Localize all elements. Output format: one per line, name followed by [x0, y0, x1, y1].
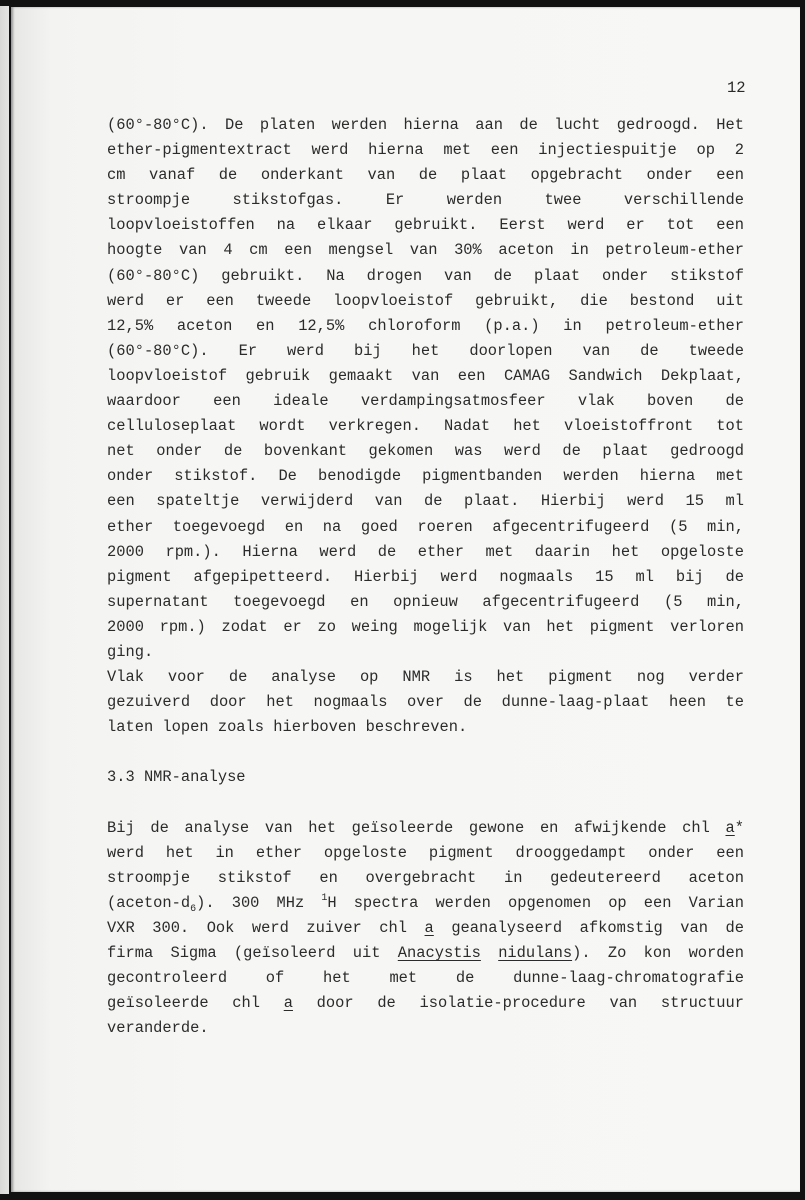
text-line: werd er een tweede loopvloeistof gebruikt, die bestond uit [107, 291, 744, 310]
text-line: waardoor een ideale verdampingsatmosfeer vlak boven de [107, 392, 744, 411]
species-epithet: nidulans [498, 944, 573, 963]
text-line: pigment afgepipetteerd. Hierbij werd nogmaals 15 ml bij de [107, 567, 744, 586]
text-line: (60°-80°C). De platen werden hierna aan de lucht gedroogd. Het [107, 116, 744, 134]
text-line: gezuiverd door het nogmaals over de dunne-laag-plaat heen te [107, 693, 744, 712]
paragraph-purification [107, 665, 744, 740]
blank-line [107, 791, 744, 816]
text-line: hoogte van 4 cm een mengsel van 30% aceton in petroleum-ether [107, 241, 744, 260]
text-line: Vlak voor de analyse op NMR is het pigment nog verder [107, 668, 744, 687]
text-line: loopvloeistoffen na elkaar gebruikt. Eerst werd er tot een [107, 216, 744, 235]
text-fragment: (aceton-d [107, 893, 191, 912]
chl-a-underlined: a [283, 994, 293, 1013]
chl-a-underlined: a [725, 818, 735, 837]
paragraph-nmr [107, 816, 744, 1042]
text-line: ging. [107, 642, 154, 661]
text-line: (60°-80°C). Er werd bij het doorlopen van de tweede [107, 341, 744, 360]
text-line [107, 916, 744, 941]
text-line: ether-pigmentextract werd hierna met een injectiespuitje op 2 [107, 141, 744, 160]
text-fragment: geïsoleerde chl [107, 994, 284, 1013]
text-line: gecontroleerd of het met de dunne-laag-chromatografie [107, 969, 744, 988]
species-genus: Anacystis [397, 944, 481, 963]
blank-line [107, 740, 744, 765]
text-line: cm vanaf de onderkant van de plaat opgebracht onder een [107, 166, 744, 185]
text-fragment: Bij de analyse van het geïsoleerde gewone en afwijkende chl [107, 818, 726, 837]
text-line: werd het in ether opgeloste pigment drooggedampt onder een [107, 843, 744, 862]
text-line: stroompje stikstof en overgebracht in gedeutereerd aceton [107, 868, 744, 887]
text-line [107, 891, 744, 916]
text-fragment: H spectra werden opgenomen op een Varian [327, 893, 744, 912]
text-line: 2000 rpm.) zodat er zo weing mogelijk van het pigment verloren [107, 617, 744, 636]
text-line: stroompje stikstofgas. Er werden twee verschillende [107, 191, 744, 210]
text-line [107, 816, 744, 841]
text-line: ether toegevoegd en na goed roeren afgecentrifugeerd (5 min, [107, 517, 744, 536]
text-fragment: door de isolatie-procedure van structuur [292, 994, 744, 1013]
text-line: 2000 rpm.). Hierna werd de ether met daarin het opgeloste [107, 542, 744, 561]
text-fragment: ). Zo kon worden [572, 944, 744, 963]
text-line: laten lopen zoals hierboven beschreven. [107, 718, 468, 737]
text-fragment: ). 300 MHz [196, 893, 322, 912]
text-line [107, 941, 744, 966]
section-heading: 3.3 NMR-analyse [107, 768, 246, 787]
text-line: net onder de bovenkant gekomen was werd de plaat gedroogd [107, 442, 744, 461]
text-line: celluloseplaat wordt verkregen. Nadat het vloeistoffront tot [107, 417, 744, 436]
text-fragment: VXR 300. Ook werd zuiver chl [107, 919, 425, 937]
subscript-6: 6 [190, 903, 197, 915]
text-line: 12,5% aceton en 12,5% chloroform (p.a.) in petroleum-ether [107, 316, 744, 335]
page-number: 12 [727, 79, 746, 97]
text-line [107, 991, 744, 1016]
previous-page-edge [0, 6, 9, 1194]
body-text [107, 113, 744, 1041]
text-fragment [481, 944, 498, 962]
text-line: een spateltje verwijderd van de plaat. Hierbij werd 15 ml [107, 492, 744, 511]
text-line: onder stikstof. De benodigde pigmentbanden werden hierna met [107, 467, 744, 486]
text-line: loopvloeistof gebruik gemaakt van een CAMAG Sandwich Dekplaat, [107, 366, 744, 385]
text-line: supernatant toegevoegd en opnieuw afgecentrifugeerd (5 min, [107, 592, 744, 611]
paragraph-method [107, 113, 744, 665]
text-line: (60°-80°C) gebruikt. Na drogen van de plaat onder stikstof [107, 266, 744, 285]
asterisk: * [734, 818, 744, 837]
text-fragment: firma Sigma (geïsoleerd uit [107, 944, 398, 963]
chl-a-underlined: a [424, 919, 434, 937]
superscript-1: 1 [321, 892, 328, 904]
text-line: veranderde. [107, 1019, 209, 1038]
text-fragment: geanalyseerd afkomstig van de [433, 919, 745, 937]
